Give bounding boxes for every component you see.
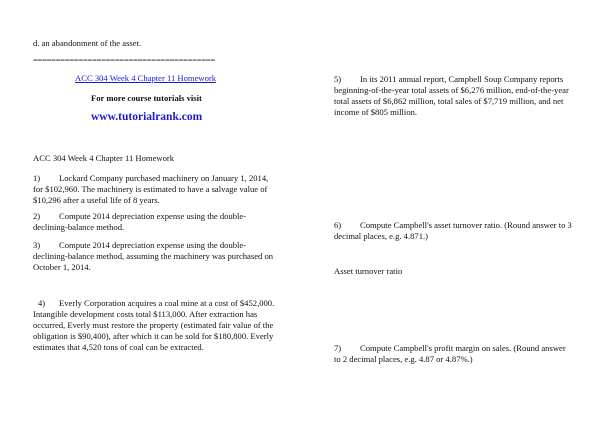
divider-line: ========================================	[33, 55, 215, 65]
question-text: Everly Corporation acquires a coal mine at a cost of $452,000. Intangible development costs total $113,000. After extraction has occurred, Everly must restore the property (estimated fair value of the obligation is $90,400), after which it can be sold for $180,800. Everly estimates that 4,520 tons of coal can be extracted.	[33, 298, 275, 352]
question-number: 4)	[38, 298, 46, 308]
question-text: Compute 2014 depreciation expense using the double-declining-balance method.	[33, 211, 247, 232]
question-3	[33, 240, 279, 273]
question-number: 2)	[33, 211, 41, 221]
question-number: 7)	[334, 343, 342, 353]
question-text: Compute Campbell's profit margin on sales. (Round answer to 2 decimal places, e.g. 4.87 or 4.87%.)	[334, 343, 566, 364]
question-number: 5)	[334, 74, 342, 84]
question-2	[33, 211, 279, 233]
tutorials-line: For more course tutorials visit	[91, 93, 202, 103]
question-6	[334, 220, 574, 242]
section-title: ACC 304 Week 4 Chapter 11 Homework	[33, 153, 175, 163]
website-link[interactable]: www.tutorialrank.com	[91, 111, 203, 123]
question-4	[33, 298, 279, 353]
question-text: In its 2011 annual report, Campbell Soup Company reports beginning-of-the-year total assets of $6,276 million, end-of-the-year total assets of $6,862 million, total sales of $7,719 million, and net income of $805 million.	[334, 74, 569, 117]
question-number: 3)	[33, 240, 41, 250]
question-1	[33, 173, 279, 206]
question-7	[334, 343, 574, 365]
question-5	[334, 74, 574, 118]
question-text: Compute Campbell's asset turnover ratio. (Round answer to 3 decimal places, e.g. 4.871.)	[334, 220, 572, 241]
question-text: Lockard Company purchased machinery on January 1, 2014, for $102,960. The machinery is estimated to have a salvage value of $10,296 after a useful life of 8 years.	[33, 173, 269, 205]
homework-link[interactable]: ACC 304 Week 4 Chapter 11 Homework	[75, 73, 217, 83]
question-number: 6)	[334, 220, 342, 230]
question-text: Compute 2014 depreciation expense using the double-declining-balance method, assuming the machinery was purchased on October 1, 2014.	[33, 240, 274, 272]
option-d-text: d. an abandonment of the asset.	[33, 38, 142, 48]
asset-turnover-label: Asset turnover ratio	[334, 266, 403, 276]
question-number: 1)	[33, 173, 41, 183]
